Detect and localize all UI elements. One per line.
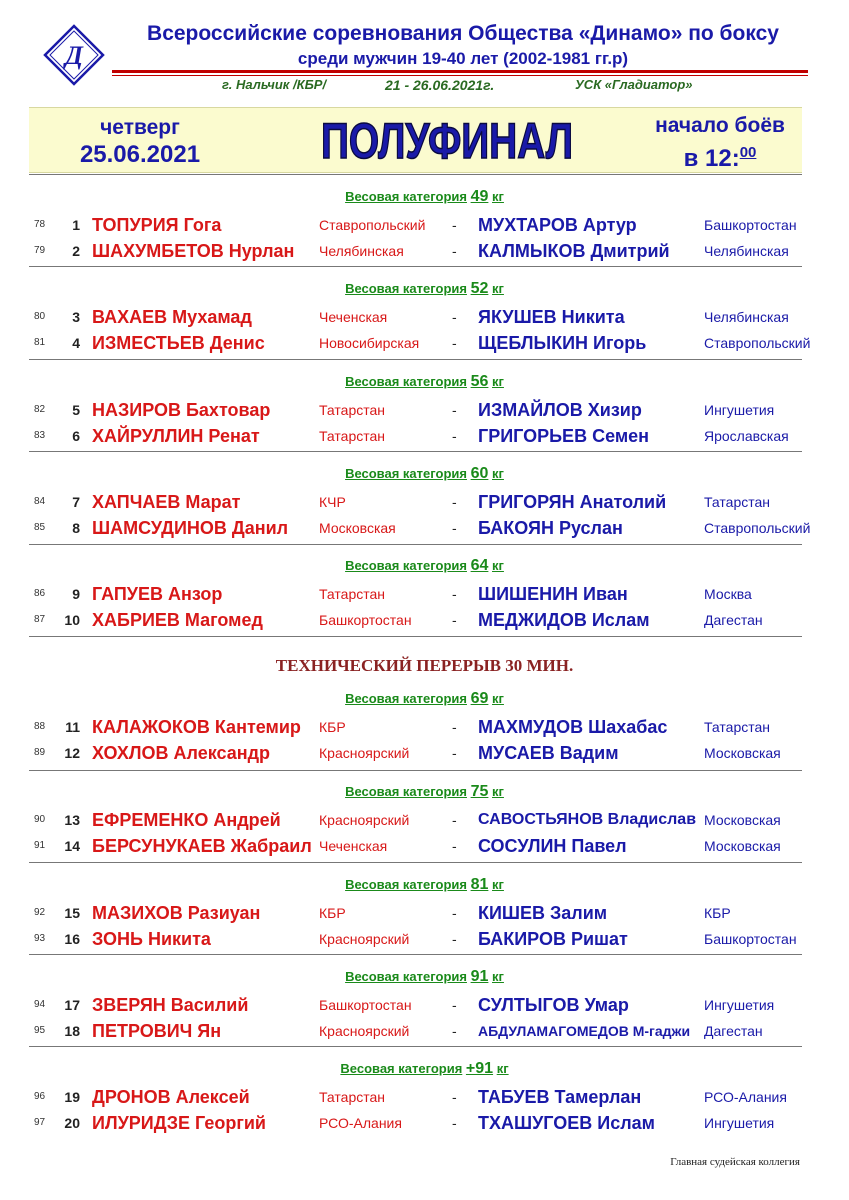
weight-category-header bbox=[0, 968, 849, 986]
blue-corner-boxer: ГРИГОРЯН Анатолий bbox=[478, 492, 667, 512]
bout-number: 4 bbox=[72, 335, 80, 351]
category-unit: кг bbox=[492, 691, 504, 706]
category-label: Весовая категория bbox=[340, 1061, 463, 1076]
category-unit: кг bbox=[492, 466, 504, 481]
blue-corner-boxer: ШИШЕНИН Иван bbox=[478, 584, 628, 604]
bout-row bbox=[0, 1019, 849, 1043]
category-weight: 69 bbox=[470, 690, 489, 707]
blue-corner-boxer: МУСАЕВ Вадим bbox=[478, 743, 619, 763]
category-separator bbox=[29, 359, 802, 360]
bout-row bbox=[0, 305, 849, 329]
category-label: Весовая категория bbox=[345, 189, 467, 204]
vs-dash: - bbox=[452, 1023, 457, 1039]
vs-dash: - bbox=[452, 309, 457, 325]
bout-index: 88 bbox=[34, 721, 46, 732]
blue-corner-region: Ярославская bbox=[704, 428, 789, 444]
red-corner-region: Татарстан bbox=[319, 1089, 386, 1105]
category-unit: кг bbox=[496, 1061, 509, 1076]
red-corner-region: Татарстан bbox=[319, 428, 386, 444]
blue-corner-region: Ставропольский bbox=[704, 520, 811, 536]
red-corner-region: Красноярский bbox=[319, 931, 410, 947]
category-label: Весовая категория bbox=[345, 466, 467, 481]
red-corner-region: Ставропольский bbox=[319, 217, 426, 233]
category-label: Весовая категория bbox=[345, 784, 467, 799]
vs-dash: - bbox=[452, 612, 457, 628]
category-unit: кг bbox=[492, 877, 504, 892]
category-unit: кг bbox=[492, 374, 504, 389]
vs-dash: - bbox=[452, 838, 457, 854]
bout-number: 11 bbox=[65, 719, 80, 735]
bout-row bbox=[0, 1111, 849, 1135]
category-label: Весовая категория bbox=[345, 969, 467, 984]
category-separator bbox=[29, 770, 802, 771]
blue-corner-region: Татарстан bbox=[704, 494, 771, 510]
red-corner-boxer: МАЗИХОВ Разиуан bbox=[92, 903, 261, 923]
category-unit: кг bbox=[492, 558, 504, 573]
stage-title bbox=[316, 104, 578, 170]
bout-index: 92 bbox=[34, 907, 46, 918]
red-corner-region: РСО-Алания bbox=[319, 1115, 402, 1131]
bout-row bbox=[0, 927, 849, 951]
vs-dash: - bbox=[452, 217, 457, 233]
blue-corner-region: Башкортостан bbox=[704, 217, 797, 233]
blue-corner-region: Челябинская bbox=[704, 243, 789, 259]
bout-row bbox=[0, 331, 849, 355]
category-separator bbox=[29, 954, 802, 955]
red-corner-boxer: НАЗИРОВ Бахтовар bbox=[92, 400, 271, 420]
blue-corner-region: Дагестан bbox=[704, 612, 763, 628]
weight-category-header bbox=[0, 557, 849, 575]
bout-number: 5 bbox=[72, 402, 80, 418]
event-subtitle: среди мужчин 19-40 лет (2002-1981 гг.р) bbox=[297, 49, 629, 68]
bout-row bbox=[0, 424, 849, 448]
weight-category-header bbox=[0, 690, 849, 708]
red-corner-region: Московская bbox=[319, 520, 396, 536]
bout-index: 81 bbox=[34, 337, 46, 348]
bout-row bbox=[0, 834, 849, 858]
bout-number: 17 bbox=[64, 997, 80, 1013]
red-corner-region: Красноярский bbox=[319, 745, 410, 761]
blue-corner-boxer: ТХАШУГОЕВ Ислам bbox=[478, 1113, 655, 1133]
red-corner-boxer: ИЗМЕСТЬЕВ Денис bbox=[92, 333, 265, 353]
blue-corner-region: Москва bbox=[704, 586, 752, 602]
category-weight: 60 bbox=[470, 465, 489, 482]
category-unit: кг bbox=[492, 784, 504, 799]
blue-corner-region: Дагестан bbox=[704, 1023, 763, 1039]
red-corner-boxer: ДРОНОВ Алексей bbox=[92, 1087, 250, 1107]
bout-index: 94 bbox=[34, 999, 46, 1010]
blue-corner-region: Московская bbox=[704, 838, 781, 854]
red-corner-boxer: ШАХУМБЕТОВ Нурлан bbox=[92, 241, 295, 261]
bout-index: 83 bbox=[34, 430, 46, 441]
vs-dash: - bbox=[452, 428, 457, 444]
judges-signature: Главная судейская коллегия bbox=[670, 1156, 800, 1168]
blue-corner-boxer: ИЗМАЙЛОВ Хизир bbox=[478, 400, 642, 420]
red-corner-region: Чеченская bbox=[319, 309, 388, 325]
bout-index: 93 bbox=[34, 933, 46, 944]
blue-corner-region: Ингушетия bbox=[704, 402, 775, 418]
red-corner-boxer: ЗВЕРЯН Василий bbox=[92, 995, 249, 1015]
bout-row bbox=[0, 213, 849, 237]
red-corner-region: КБР bbox=[319, 905, 346, 921]
category-label: Весовая категория bbox=[345, 877, 467, 892]
vs-dash: - bbox=[452, 931, 457, 947]
technical-break: ТЕХНИЧЕСКИЙ ПЕРЕРЫВ 30 МИН. bbox=[275, 656, 574, 675]
weight-category-header bbox=[0, 280, 849, 298]
bout-number: 2 bbox=[72, 243, 80, 259]
bout-day bbox=[45, 114, 235, 168]
vs-dash: - bbox=[452, 719, 457, 735]
bout-number: 12 bbox=[64, 745, 80, 761]
bout-index: 78 bbox=[34, 219, 46, 230]
blue-corner-region: Татарстан bbox=[704, 719, 771, 735]
vs-dash: - bbox=[452, 586, 457, 602]
red-corner-boxer: ИЛУРИДЗЕ Георгий bbox=[92, 1113, 266, 1133]
category-unit: кг bbox=[492, 189, 504, 204]
bout-index: 91 bbox=[34, 840, 46, 851]
blue-corner-region: Башкортостан bbox=[704, 931, 797, 947]
category-unit: кг bbox=[492, 281, 504, 296]
bout-index: 79 bbox=[34, 245, 46, 256]
bout-number: 19 bbox=[64, 1089, 80, 1105]
start-hour: в 12: bbox=[683, 145, 740, 172]
weight-category-header bbox=[0, 876, 849, 894]
bout-date: 25.06.2021 bbox=[79, 141, 201, 168]
header-rule-thin bbox=[112, 75, 808, 76]
category-separator bbox=[29, 636, 802, 637]
bout-row bbox=[0, 808, 849, 832]
bout-row bbox=[0, 993, 849, 1017]
vs-dash: - bbox=[452, 520, 457, 536]
category-label: Весовая категория bbox=[345, 374, 467, 389]
vs-dash: - bbox=[452, 335, 457, 351]
vs-dash: - bbox=[452, 905, 457, 921]
red-corner-region: Татарстан bbox=[319, 586, 386, 602]
blue-corner-boxer: СУЛТЫГОВ Умар bbox=[478, 995, 629, 1015]
bout-row bbox=[0, 490, 849, 514]
vs-dash: - bbox=[452, 745, 457, 761]
bout-index: 95 bbox=[34, 1025, 46, 1036]
blue-corner-boxer: ЩЕБЛЫКИН Игорь bbox=[478, 333, 647, 353]
red-corner-boxer: ХОХЛОВ Александр bbox=[92, 743, 271, 763]
red-corner-region: Красноярский bbox=[319, 1023, 410, 1039]
vs-dash: - bbox=[452, 243, 457, 259]
red-corner-boxer: ХАЙРУЛЛИН Ренат bbox=[92, 426, 260, 446]
red-corner-region: Башкортостан bbox=[319, 997, 412, 1013]
bout-index: 90 bbox=[34, 814, 46, 825]
category-weight: 64 bbox=[470, 557, 489, 574]
red-corner-boxer: ПЕТРОВИЧ Ян bbox=[92, 1021, 222, 1041]
bout-row bbox=[0, 516, 849, 540]
bout-row bbox=[0, 741, 849, 765]
red-corner-region: КЧР bbox=[319, 494, 346, 510]
bout-number: 1 bbox=[72, 217, 80, 233]
blue-corner-region: РСО-Алания bbox=[704, 1089, 787, 1105]
category-weight: +91 bbox=[465, 1060, 494, 1077]
bout-row bbox=[0, 398, 849, 422]
bout-number: 13 bbox=[64, 812, 80, 828]
blue-corner-boxer: БАКИРОВ Ришат bbox=[478, 929, 628, 949]
weight-category-header bbox=[0, 373, 849, 391]
bout-index: 86 bbox=[34, 588, 46, 599]
red-corner-boxer: ХАПЧАЕВ Марат bbox=[92, 492, 241, 512]
category-separator bbox=[29, 266, 802, 267]
blue-corner-boxer: СОСУЛИН Павел bbox=[478, 836, 627, 856]
event-city: г. Нальчик /КБР/ bbox=[222, 77, 327, 92]
bout-number: 16 bbox=[64, 931, 80, 947]
header-rule bbox=[112, 70, 808, 73]
red-corner-region: КБР bbox=[319, 719, 346, 735]
red-corner-region: Красноярский bbox=[319, 812, 410, 828]
red-corner-boxer: ШАМСУДИНОВ Данил bbox=[92, 518, 289, 538]
banner-separator bbox=[29, 174, 802, 175]
blue-corner-region: Ингушетия bbox=[704, 1115, 775, 1131]
bout-number: 15 bbox=[64, 905, 80, 921]
bout-index: 87 bbox=[34, 614, 46, 625]
category-weight: 81 bbox=[470, 876, 489, 893]
blue-corner-boxer: ГРИГОРЬЕВ Семен bbox=[478, 426, 650, 446]
bout-index: 80 bbox=[34, 311, 46, 322]
bout-number: 6 bbox=[72, 428, 80, 444]
vs-dash: - bbox=[452, 1089, 457, 1105]
bout-row bbox=[0, 608, 849, 632]
category-separator bbox=[29, 544, 802, 545]
category-separator bbox=[29, 862, 802, 863]
event-title: Всероссийские соревнования Общества «Динамо» по боксу bbox=[147, 22, 779, 45]
start-label: начало боёв bbox=[655, 114, 785, 137]
bout-number: 8 bbox=[72, 520, 80, 536]
bout-index: 97 bbox=[34, 1117, 46, 1128]
bout-number: 9 bbox=[72, 586, 80, 602]
blue-corner-boxer: САВОСТЬЯНОВ Владислав bbox=[478, 811, 697, 828]
blue-corner-region: Челябинская bbox=[704, 309, 789, 325]
bout-number: 10 bbox=[64, 612, 80, 628]
bout-number: 3 bbox=[72, 309, 80, 325]
svg-text:ПОЛУФИНАЛ: ПОЛУФИНАЛ bbox=[321, 113, 573, 169]
blue-corner-region: Ставропольский bbox=[704, 335, 811, 351]
bout-number: 18 bbox=[64, 1023, 80, 1039]
bout-number: 14 bbox=[64, 838, 80, 854]
blue-corner-boxer: КИШЕВ Залим bbox=[478, 903, 608, 923]
start-minutes: 00 bbox=[739, 144, 757, 161]
bout-index: 84 bbox=[34, 496, 46, 507]
vs-dash: - bbox=[452, 1115, 457, 1131]
event-dates: 21 - 26.06.2021г. bbox=[385, 77, 495, 93]
bout-number: 7 bbox=[72, 494, 80, 510]
bout-index: 89 bbox=[34, 747, 46, 758]
category-separator bbox=[29, 451, 802, 452]
category-weight: 75 bbox=[470, 783, 489, 800]
red-corner-region: Чеченская bbox=[319, 838, 388, 854]
blue-corner-boxer: ТАБУЕВ Тамерлан bbox=[478, 1087, 642, 1107]
bout-index: 82 bbox=[34, 404, 46, 415]
vs-dash: - bbox=[452, 812, 457, 828]
red-corner-region: Башкортостан bbox=[319, 612, 412, 628]
svg-text:Д: Д bbox=[65, 41, 83, 70]
red-corner-boxer: ЕФРЕМЕНКО Андрей bbox=[92, 810, 281, 830]
vs-dash: - bbox=[452, 494, 457, 510]
category-unit: кг bbox=[492, 969, 504, 984]
blue-corner-boxer: КАЛМЫКОВ Дмитрий bbox=[478, 241, 670, 261]
red-corner-region: Новосибирская bbox=[319, 335, 420, 351]
blue-corner-region: Московская bbox=[704, 745, 781, 761]
red-corner-boxer: ТОПУРИЯ Гога bbox=[92, 215, 222, 235]
vs-dash: - bbox=[452, 402, 457, 418]
category-label: Весовая категория bbox=[345, 558, 467, 573]
bout-row bbox=[0, 715, 849, 739]
bout-index: 85 bbox=[34, 522, 46, 533]
weight-category-header bbox=[0, 465, 849, 483]
category-label: Весовая категория bbox=[345, 281, 467, 296]
blue-corner-boxer: АБДУЛАМАГОМЕДОВ М-гаджи bbox=[478, 1023, 691, 1039]
blue-corner-region: КБР bbox=[704, 905, 731, 921]
bout-row bbox=[0, 901, 849, 925]
blue-corner-boxer: МЕДЖИДОВ Ислам bbox=[478, 610, 650, 630]
weight-category-header bbox=[0, 783, 849, 801]
start-time bbox=[640, 112, 800, 172]
category-weight: 91 bbox=[470, 968, 489, 985]
bout-index: 96 bbox=[34, 1091, 46, 1102]
vs-dash: - bbox=[452, 997, 457, 1013]
red-corner-boxer: КАЛАЖОКОВ Кантемир bbox=[92, 717, 301, 737]
event-arena: УСК «Гладиатор» bbox=[575, 77, 693, 92]
category-separator bbox=[29, 1046, 802, 1047]
blue-corner-boxer: МУХТАРОВ Артур bbox=[478, 215, 637, 235]
red-corner-region: Челябинская bbox=[319, 243, 404, 259]
red-corner-boxer: БЕРСУНУКАЕВ Жабраил bbox=[92, 836, 312, 856]
bout-number: 20 bbox=[64, 1115, 80, 1131]
blue-corner-boxer: БАКОЯН Руслан bbox=[478, 518, 623, 538]
category-weight: 56 bbox=[470, 373, 489, 390]
red-corner-region: Татарстан bbox=[319, 402, 386, 418]
red-corner-boxer: ХАБРИЕВ Магомед bbox=[92, 610, 263, 630]
weekday: четверг bbox=[100, 116, 180, 139]
weight-category-header bbox=[0, 188, 849, 206]
category-weight: 52 bbox=[470, 280, 489, 297]
blue-corner-boxer: МАХМУДОВ Шахабас bbox=[478, 717, 668, 737]
category-label: Весовая категория bbox=[345, 691, 467, 706]
blue-corner-boxer: ЯКУШЕВ Никита bbox=[478, 307, 625, 327]
blue-corner-region: Московская bbox=[704, 812, 781, 828]
bout-row bbox=[0, 239, 849, 263]
bout-row bbox=[0, 1085, 849, 1109]
blue-corner-region: Ингушетия bbox=[704, 997, 775, 1013]
weight-category-header bbox=[0, 1060, 849, 1078]
red-corner-boxer: ГАПУЕВ Анзор bbox=[92, 584, 223, 604]
red-corner-boxer: ВАХАЕВ Мухамад bbox=[92, 307, 252, 327]
bout-row bbox=[0, 582, 849, 606]
red-corner-boxer: ЗОНЬ Никита bbox=[92, 929, 211, 949]
category-weight: 49 bbox=[470, 188, 489, 205]
dynamo-logo-icon bbox=[43, 24, 105, 86]
